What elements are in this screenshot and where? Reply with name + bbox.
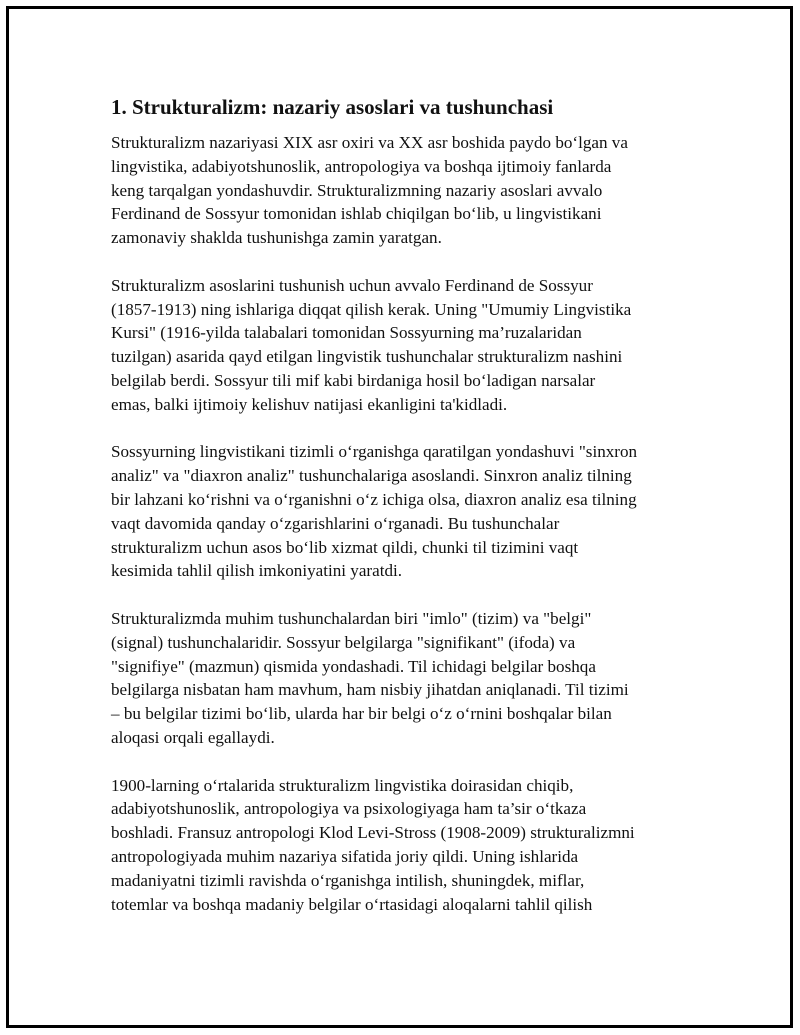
paragraph-line: strukturalizm uchun asos bo‘lib xizmat qildi, chunki til tizimini vaqt bbox=[111, 537, 579, 557]
paragraph-line: Strukturalizmda muhim tushunchalardan biri "imlo" (tizim) va "belgi" bbox=[111, 608, 592, 628]
paragraph-line: Strukturalizm asoslarini tushunish uchun avvalo Ferdinand de Sossyur bbox=[111, 275, 593, 295]
paragraph-line: adabiyotshunoslik, antropologiya va psixologiyaga ham ta’sir o‘tkaza bbox=[111, 799, 587, 819]
paragraph bbox=[111, 774, 689, 917]
paragraph bbox=[111, 607, 689, 750]
paragraph-line: belgilab berdi. Sossyur tili mif kabi birdaniga hosil bo‘ladigan narsalar bbox=[111, 370, 596, 390]
paragraph-line: bir lahzani ko‘rishni va o‘rganishni o‘z ichiga olsa, diaxron analiz esa tilning bbox=[111, 489, 637, 509]
paragraph-line: vaqt davomida qanday o‘zgarishlarini o‘rganadi. Bu tushunchalar bbox=[111, 513, 560, 533]
paragraph-line: madaniyatni tizimli ravishda o‘rganishga intilish, shuningdek, miflar, bbox=[111, 870, 585, 890]
paragraph-line: belgilarga nisbatan ham mavhum, ham nisbiy jihatdan aniqlanadi. Til tizimi bbox=[111, 680, 629, 700]
paragraph bbox=[111, 440, 689, 583]
section-heading: 1. Strukturalizm: nazariy asoslari va tushunchasi bbox=[111, 95, 554, 119]
document-body bbox=[111, 94, 689, 940]
paragraph bbox=[111, 131, 689, 250]
paragraph-line: (1857-1913) ning ishlariga diqqat qilish kerak. Uning "Umumiy Lingvistika bbox=[111, 299, 632, 319]
paragraph bbox=[111, 274, 689, 417]
paragraph-line: – bu belgilar tizimi bo‘lib, ularda har bir belgi o‘z o‘rnini boshqalar bilan bbox=[111, 704, 612, 724]
paragraph-line: Kursi" (1916-yilda talabalari tomonidan Sossyurning ma’ruzalaridan bbox=[111, 323, 582, 343]
paragraph-line: keng tarqalgan yondashuvdir. Strukturalizmning nazariy asoslari avvalo bbox=[111, 180, 603, 200]
paragraph-line: Strukturalizm nazariyasi XIX asr oxiri va XX asr boshida paydo bo‘lgan va bbox=[111, 133, 628, 152]
paragraph-list bbox=[111, 131, 689, 916]
paragraph-line: kesimida tahlil qilish imkoniyatini yaratdi. bbox=[111, 561, 403, 581]
paragraph-line: analiz" va "diaxron analiz" tushunchalariga asoslandi. Sinxron analiz tilning bbox=[111, 466, 632, 486]
paragraph-line: "signifiye" (mazmun) qismida yondashadi. Til ichidagi belgilar boshqa bbox=[111, 656, 596, 676]
paragraph-line: tuzilgan) asarida qayd etilgan lingvistik tushunchalar strukturalizm nashini bbox=[111, 347, 623, 367]
paragraph-line: aloqasi orqali egallaydi. bbox=[111, 727, 275, 747]
paragraph-line: (signal) tushunchalaridir. Sossyur belgilarga "signifikant" (ifoda) va bbox=[111, 632, 576, 652]
paragraph-line: Sossyurning lingvistikani tizimli o‘rganishga qaratilgan yondashuvi "sinxron bbox=[111, 442, 638, 462]
paragraph-line: zamonaviy shaklda tushunishga zamin yaratgan. bbox=[111, 228, 442, 248]
paragraph-line: lingvistika, adabiyotshunoslik, antropologiya va boshqa ijtimoiy fanlarda bbox=[111, 156, 612, 176]
paragraph-line: boshladi. Fransuz antropologi Klod Levi-Stross (1908-2009) strukturalizmni bbox=[111, 823, 635, 843]
paragraph-line: 1900-larning o‘rtalarida strukturalizm lingvistika doirasidan chiqib, bbox=[111, 775, 574, 795]
paragraph-line: totemlar va boshqa madaniy belgilar o‘rtasidagi aloqalarni tahlil qilish bbox=[111, 894, 593, 914]
paragraph-line: emas, balki ijtimoiy kelishuv natijasi ekanligini ta'kidladi. bbox=[111, 394, 508, 414]
paragraph-line: antropologiyada muhim nazariya sifatida joriy qildi. Uning ishlarida bbox=[111, 846, 579, 866]
paragraph-line: Ferdinand de Sossyur tomonidan ishlab chiqilgan bo‘lib, u lingvistikani bbox=[111, 204, 602, 224]
